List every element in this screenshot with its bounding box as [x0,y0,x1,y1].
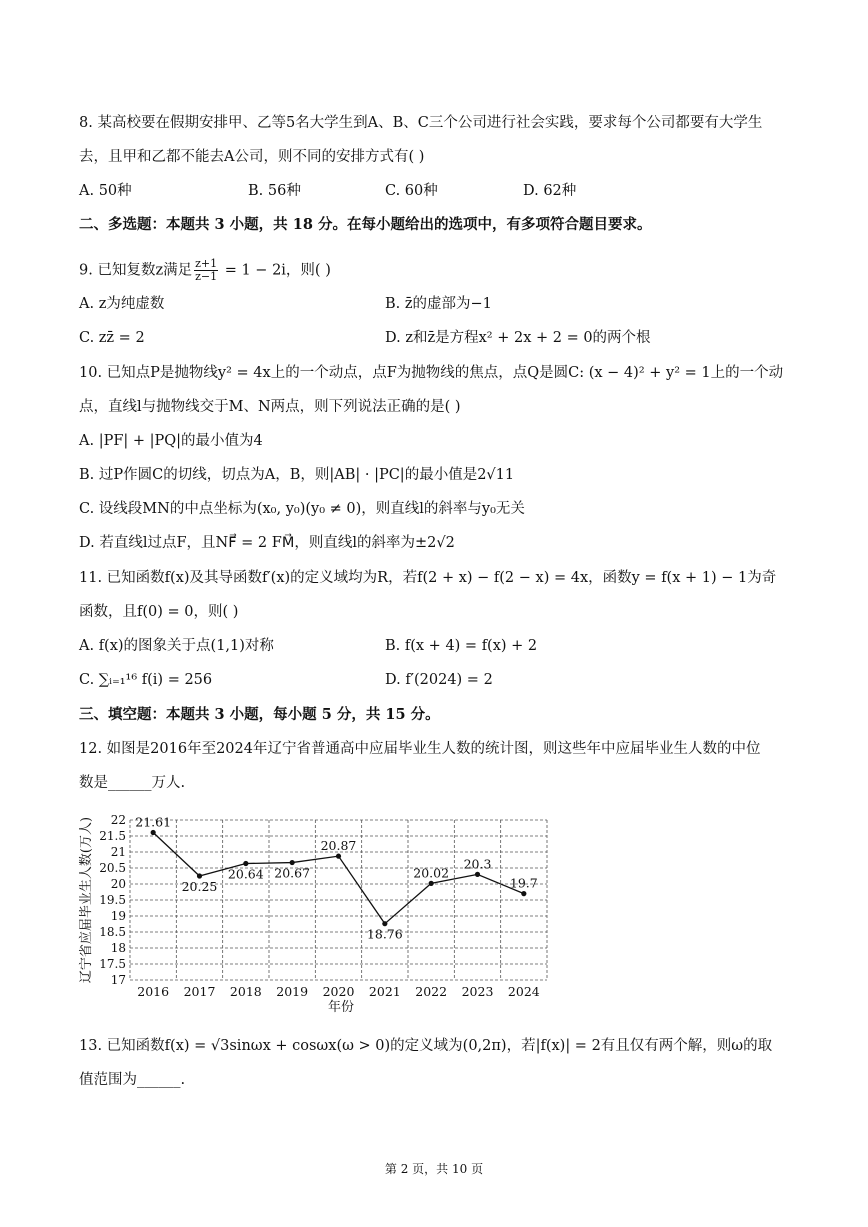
data-point [429,881,434,886]
q10-line2: 点，直线l与抛物线交于M、N两点，则下列说法正确的是( ) [79,399,461,415]
data-point [243,861,248,866]
chart-data-labels [135,814,538,941]
q12-line1: 12. 如图是2016年至2024年辽宁省普通高中应届毕业生人数的统计图，则这些年中应届毕业生人数的中位 [79,741,761,757]
y-tick-label: 22 [110,813,126,827]
x-tick-label: 2020 [322,984,355,999]
q9-suffix: = 1 − 2i，则( ) [220,262,331,279]
q11-line2: 函数，且f(0) = 0，则( ) [79,604,239,620]
data-label: 20.25 [181,879,218,894]
q13-line2: 值范围为______. [79,1072,186,1088]
q8-option-d: D. 62种 [523,183,577,199]
data-point [521,891,526,896]
data-point [475,872,480,877]
x-tick-label: 2021 [368,984,401,999]
q10-option-b: B. 过P作圆C的切线，切点为A，B，则|AB| · |PC|的最小值是2√11 [79,467,515,483]
q9-option-b: B. z̄的虚部为−1 [385,296,492,312]
y-tick-label: 21 [110,845,126,859]
data-label: 19.7 [509,875,538,891]
q8-option-c: C. 60种 [385,183,438,199]
chart-y-axis-title: 辽宁省应届毕业生人数(万人) [79,816,94,984]
data-point [382,921,387,926]
q12-line2: 数是______万人. [79,775,186,791]
q11-option-c: C. ∑ᵢ₌₁¹⁶ f(i) = 256 [79,672,213,688]
q11-option-d: D. f′(2024) = 2 [385,672,493,688]
q9-prefix: 9. 已知复数z满足 [79,262,193,279]
data-label: 20.02 [413,865,450,881]
q10-option-c: C. 设线段MN的中点坐标为(x₀, y₀)(y₀ ≠ 0)，则直线l的斜率与y₀无关 [79,501,525,517]
q8-line1: 8. 某高校要在假期安排甲、乙等5名大学生到A、B、C三个公司进行社会实践，要求每个公司都要有大学生 [79,115,763,131]
q9-option-a: A. z为纯虚数 [79,296,165,312]
q10-option-a: A. |PF| + |PQ|的最小值为4 [79,433,263,449]
q8-option-a: A. 50种 [79,183,132,199]
y-tick-label: 17.5 [99,957,126,971]
y-tick-label: 21.5 [99,829,126,843]
section-heading-fill-in: 三、填空题：本题共 3 小题，每小题 5 分，共 15 分。 [79,706,440,723]
q8-line2: 去，且甲和乙都不能去A公司，则不同的安排方式有( ) [79,149,425,165]
q11-line1: 11. 已知函数f(x)及其导函数f′(x)的定义域均为R，若f(2 + x) − f(2 − x) = 4x，函数y = f(x + 1) − 1为奇 [79,570,777,586]
y-tick-label: 18 [110,941,126,955]
chart-x-axis-title: 年份 [327,1000,355,1015]
q10-line1: 10. 已知点P是抛物线y² = 4x上的一个动点，点F为抛物线的焦点，点Q是圆C: (x − 4)² + y² = 1上的一个动 [79,365,784,381]
chart-y-ticks [99,813,126,987]
data-label: 20.64 [227,866,264,882]
x-tick-label: 2018 [229,984,262,999]
section-heading-multiple-choice: 二、多选题：本题共 3 小题，共 18 分。在每小题给出的选项中，有多项符合题目要求。 [79,216,652,233]
q10-option-d: D. 若直线l过点F，且NF⃗ = 2 FM⃗，则直线l的斜率为±2√2 [79,535,455,551]
y-tick-label: 20.5 [99,861,126,875]
x-tick-label: 2017 [183,984,216,999]
y-tick-label: 20 [110,877,126,891]
data-label: 20.67 [274,865,311,881]
y-tick-label: 18.5 [99,925,126,939]
x-tick-label: 2019 [276,984,309,999]
data-point [290,860,295,865]
page-footer: 第 2 页，共 10 页 [384,1162,484,1176]
q13-line1: 13. 已知函数f(x) = √3sinωx + cosωx(ω > 0)的定义域为(0,2π)，若|f(x)| = 2有且仅有两个解，则ω的取 [79,1038,773,1054]
q9-option-c: C. zz̄ = 2 [79,330,145,346]
data-label: 20.87 [320,838,357,854]
q9-fraction-denominator: z−1 [195,270,218,283]
q9-option-d: D. z和z̄是方程x² + 2x + 2 = 0的两个根 [385,330,651,346]
data-point [197,873,202,878]
data-point [151,830,156,835]
x-tick-label: 2024 [507,984,540,999]
x-tick-label: 2016 [137,984,170,999]
q8-option-b: B. 56种 [248,183,301,199]
x-tick-label: 2023 [461,984,494,999]
q9-stem [79,258,331,283]
y-tick-label: 17 [110,973,126,987]
q9-fraction [194,258,218,283]
q9-fraction-numerator: z+1 [195,257,218,270]
data-label: 21.61 [135,814,172,830]
x-tick-label: 2022 [415,984,448,999]
data-point [336,854,341,859]
q11-option-a: A. f(x)的图象关于点(1,1)对称 [79,638,274,654]
y-tick-label: 19.5 [99,893,126,907]
line-chart-graduates [74,805,564,1020]
y-tick-label: 19 [110,909,126,923]
data-label: 20.3 [463,856,492,872]
chart-x-ticks [137,984,540,999]
data-label: 18.76 [366,926,403,942]
q11-option-b: B. f(x + 4) = f(x) + 2 [385,638,538,654]
